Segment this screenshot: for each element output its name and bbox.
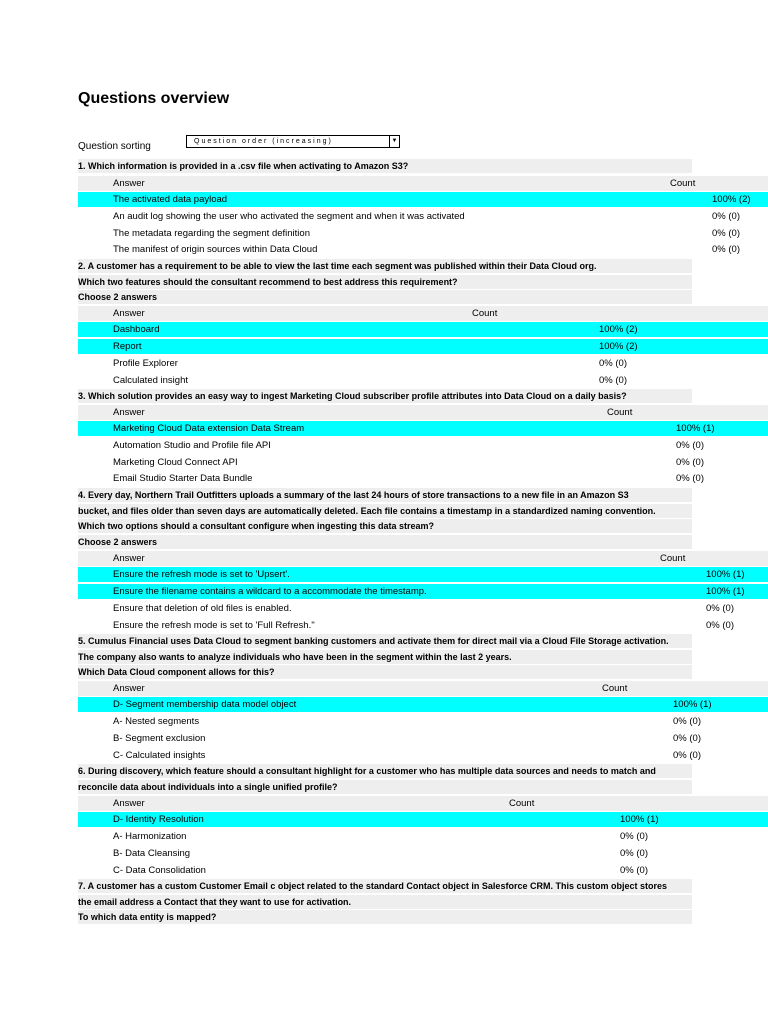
answer-row-correct <box>78 697 768 712</box>
answer-column-header: Answer <box>113 178 145 189</box>
answer-text: C- Calculated insights <box>113 750 206 761</box>
answer-row-correct <box>78 322 768 337</box>
answer-row <box>78 863 768 878</box>
answer-count: 100% (1) <box>706 569 745 580</box>
answer-count: 0% (0) <box>706 620 734 631</box>
question-text: 6. During discovery, which feature should a consultant highlight for a customer who has multiple data sources and needs to match and <box>78 764 692 778</box>
answer-text: B- Segment exclusion <box>113 733 206 744</box>
count-column-header: Count <box>602 683 628 694</box>
answer-count: 0% (0) <box>620 831 648 842</box>
answer-row-correct <box>78 339 768 354</box>
answer-text: Ensure the refresh mode is set to 'Upsert'. <box>113 569 290 580</box>
chevron-down-icon[interactable]: ▼ <box>389 136 399 147</box>
answer-count: 100% (2) <box>599 324 638 335</box>
answer-row-correct <box>78 421 768 436</box>
answer-count: 100% (2) <box>712 194 751 205</box>
question-text: bucket, and files older than seven days are automatically deleted. Each file contains a timestamp in a standardized naming convention. <box>78 504 692 518</box>
answer-header-row <box>78 796 768 811</box>
question-text: 4. Every day, Northern Trail Outfitters uploads a summary of the last 24 hours of store transactions to a new file in an Amazon S3 <box>78 488 692 502</box>
answer-text: D- Identity Resolution <box>113 814 204 825</box>
answer-row <box>78 714 768 729</box>
answer-row <box>78 242 768 257</box>
page-title: Questions overview <box>78 90 230 107</box>
answer-count: 0% (0) <box>712 228 740 239</box>
answer-row-correct <box>78 192 768 207</box>
question-text: Which two options should a consultant configure when ingesting this data stream? <box>78 519 692 533</box>
answer-count: 0% (0) <box>599 375 627 386</box>
answer-count: 100% (1) <box>706 586 745 597</box>
answer-count: 100% (1) <box>676 423 715 434</box>
answer-column-header: Answer <box>113 798 145 809</box>
answer-column-header: Answer <box>113 308 145 319</box>
answer-text: Ensure the filename contains a wildcard to a accommodate the timestamp. <box>113 586 427 597</box>
answer-text: An audit log showing the user who activated the segment and when it was activated <box>113 211 465 222</box>
answer-text: Marketing Cloud Data extension Data Stream <box>113 423 305 434</box>
answer-header-row <box>78 306 768 321</box>
answer-count: 0% (0) <box>676 457 704 468</box>
question-text: 7. A customer has a custom Customer Email c object related to the standard Contact object in Salesforce CRM. This custom object stores <box>78 879 692 893</box>
answer-text: Ensure the refresh mode is set to 'Full Refresh.'' <box>113 620 315 631</box>
answer-text: A- Harmonization <box>113 831 187 842</box>
answer-count: 0% (0) <box>712 211 740 222</box>
answer-text: Dashboard <box>113 324 160 335</box>
count-column-header: Count <box>607 407 633 418</box>
answer-column-header: Answer <box>113 553 145 564</box>
answer-row <box>78 601 768 616</box>
answer-header-row <box>78 551 768 566</box>
answer-count: 0% (0) <box>673 716 701 727</box>
answer-header-row <box>78 405 768 420</box>
answer-text: Report <box>113 341 142 352</box>
answer-row-correct <box>78 812 768 827</box>
answer-row <box>78 209 768 224</box>
answer-row <box>78 438 768 453</box>
answer-text: Calculated insight <box>113 375 188 386</box>
answer-text: A- Nested segments <box>113 716 200 727</box>
answer-count: 0% (0) <box>706 603 734 614</box>
answer-count: 0% (0) <box>599 358 627 369</box>
question-text: the email address a Contact that they want to use for activation. <box>78 895 692 909</box>
answer-text: The metadata regarding the segment definition <box>113 228 310 239</box>
answer-row-correct <box>78 567 768 582</box>
question-text: Which two features should the consultant recommend to best address this requirement? <box>78 275 692 289</box>
question-text: 3. Which solution provides an easy way to ingest Marketing Cloud subscriber profile attributes into Data Cloud on a daily basis? <box>78 389 692 403</box>
answer-row <box>78 356 768 371</box>
answer-count: 0% (0) <box>712 244 740 255</box>
answer-count: 0% (0) <box>673 750 701 761</box>
answer-count: 0% (0) <box>676 440 704 451</box>
answer-row <box>78 829 768 844</box>
answer-row <box>78 748 768 763</box>
answer-text: Automation Studio and Profile file API <box>113 440 271 451</box>
answer-count: 0% (0) <box>620 848 648 859</box>
answer-row <box>78 226 768 241</box>
question-sorting-select[interactable] <box>186 135 400 148</box>
question-text: The company also wants to analyze individuals who have been in the segment within the last 2 years. <box>78 650 692 664</box>
answer-row <box>78 373 768 388</box>
answer-text: Marketing Cloud Connect API <box>113 457 238 468</box>
question-text: Choose 2 answers <box>78 535 692 549</box>
answer-count: 100% (1) <box>620 814 659 825</box>
answer-count: 0% (0) <box>620 865 648 876</box>
answer-text: Email Studio Starter Data Bundle <box>113 473 253 484</box>
question-text: Which Data Cloud component allows for this? <box>78 665 692 679</box>
answer-header-row <box>78 176 768 191</box>
answer-text: The manifest of origin sources within Data Cloud <box>113 244 318 255</box>
question-sorting-label: Question sorting <box>78 141 151 152</box>
answer-row <box>78 731 768 746</box>
answer-text: D- Segment membership data model object <box>113 699 297 710</box>
question-text: reconcile data about individuals into a single unified profile? <box>78 780 692 794</box>
answer-text: The activated data payload <box>113 194 228 205</box>
answer-row-correct <box>78 584 768 599</box>
answer-row <box>78 846 768 861</box>
answer-count: 0% (0) <box>676 473 704 484</box>
answer-text: Ensure that deletion of old files is enabled. <box>113 603 292 614</box>
question-text: Choose 2 answers <box>78 290 692 304</box>
answer-count: 100% (2) <box>599 341 638 352</box>
question-sorting-value: Question order (increasing) <box>194 138 333 145</box>
answer-count: 0% (0) <box>673 733 701 744</box>
count-column-header: Count <box>509 798 535 809</box>
answer-text: B- Data Cleansing <box>113 848 191 859</box>
answer-count: 100% (1) <box>673 699 712 710</box>
question-text: To which data entity is mapped? <box>78 910 692 924</box>
question-text: 2. A customer has a requirement to be able to view the last time each segment was published within their Data Cloud org. <box>78 259 692 273</box>
count-column-header: Count <box>670 178 696 189</box>
answer-header-row <box>78 681 768 696</box>
answer-row <box>78 455 768 470</box>
answer-text: Profile Explorer <box>113 358 178 369</box>
answer-column-header: Answer <box>113 407 145 418</box>
question-text: 5. Cumulus Financial uses Data Cloud to segment banking customers and activate them for direct mail via a Cloud File Storage activation. <box>78 634 692 648</box>
answer-row <box>78 618 768 633</box>
answer-row <box>78 471 768 486</box>
answer-column-header: Answer <box>113 683 145 694</box>
question-text: 1. Which information is provided in a .csv file when activating to Amazon S3? <box>78 159 692 173</box>
count-column-header: Count <box>472 308 498 319</box>
count-column-header: Count <box>660 553 686 564</box>
answer-text: C- Data Consolidation <box>113 865 206 876</box>
